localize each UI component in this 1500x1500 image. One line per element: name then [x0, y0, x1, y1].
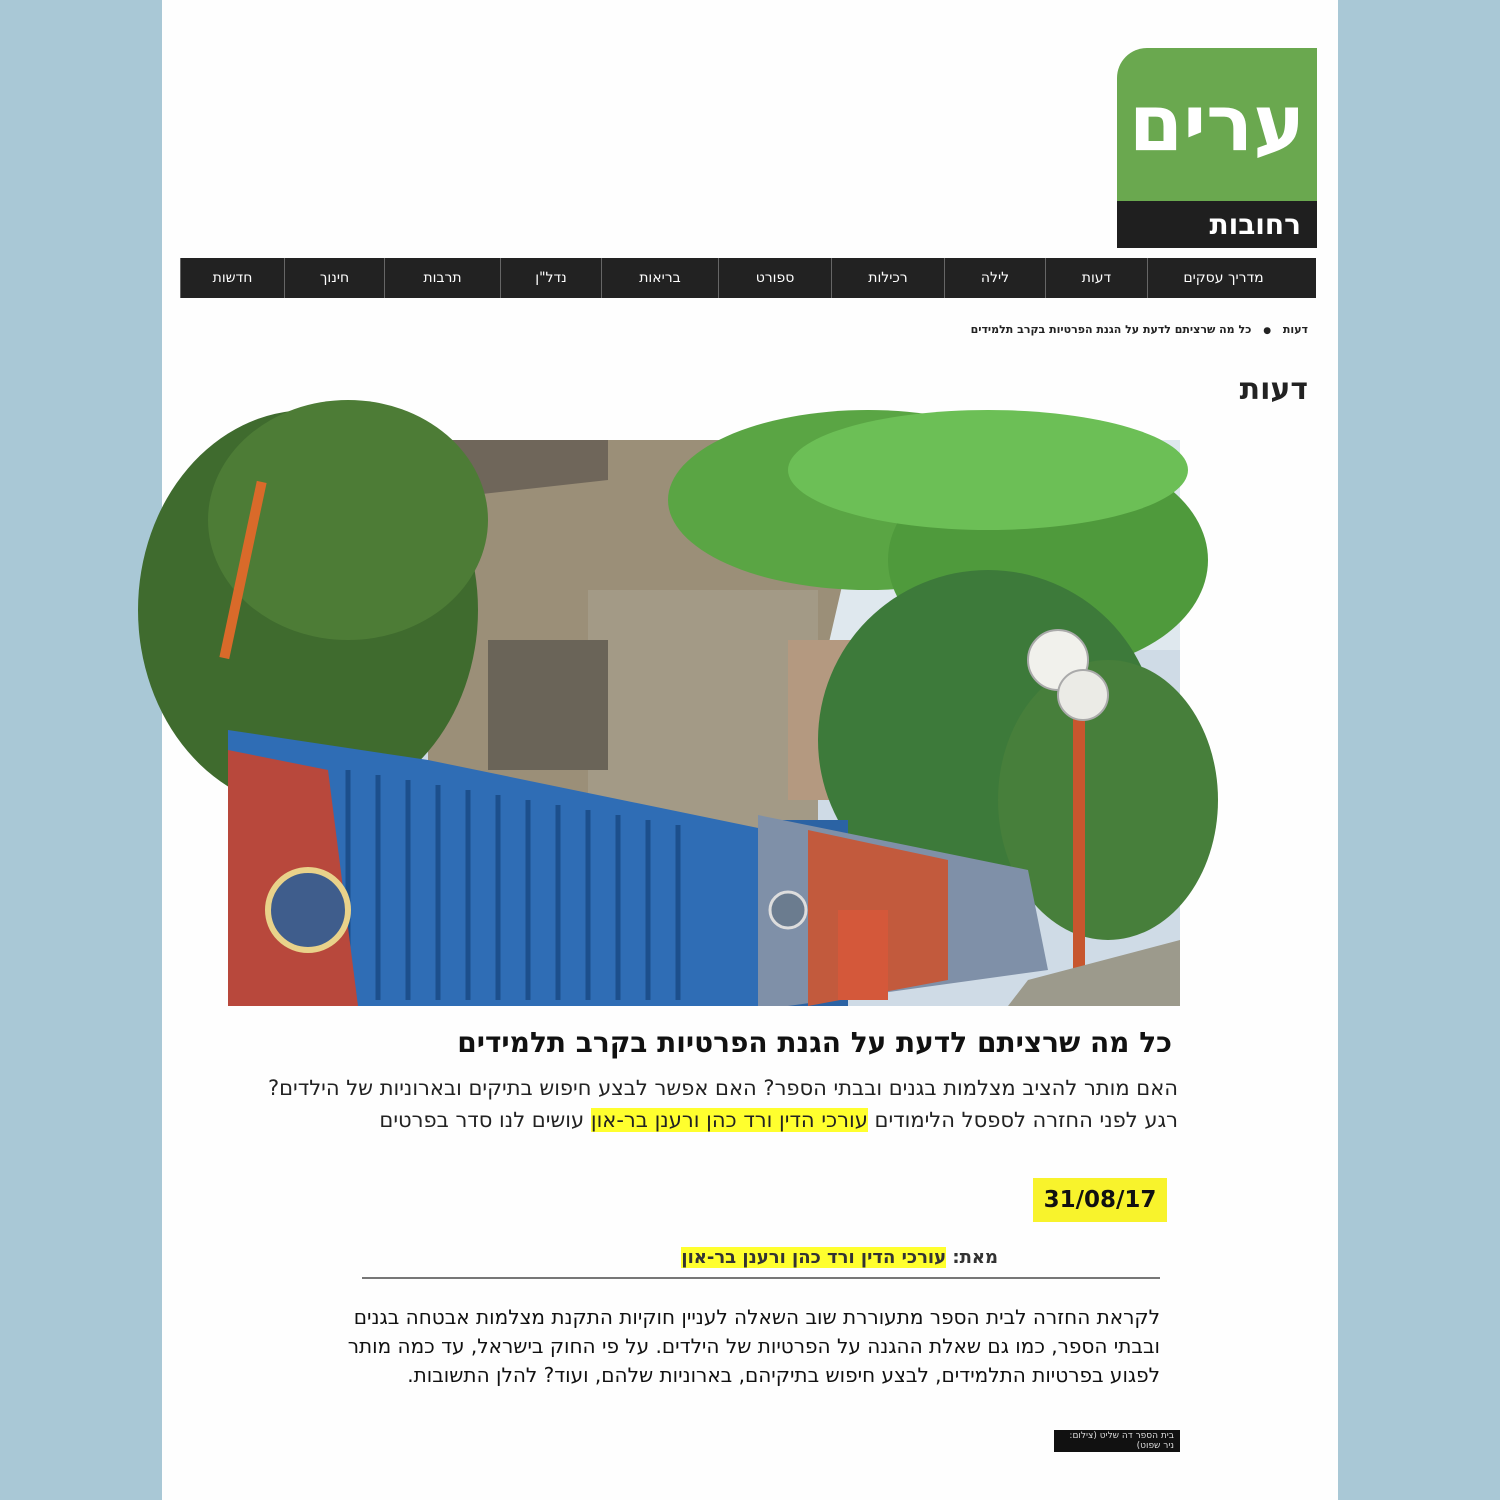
bullet-icon: ● [1263, 326, 1272, 336]
article-body: לקראת החזרה לבית הספר מתעוררת שוב השאלה לעניין חוקיות התקנת מצלמות אבטחה בגנים ובבתי הספר, כמו גם שאלת ההגנה על הפרטיות של הילדים. על פי החוק בישראל, עד כמה מותר לפגוע בפרטיות התלמידים, לבצע חיפוש בתיקיהם, בארוניות שלהם, ועוד? להלן התשובות. [347, 1305, 1160, 1387]
nav-item[interactable]: רכילות [831, 258, 944, 298]
nav-item[interactable]: חדשות [180, 258, 284, 298]
section-title: דעות [1239, 372, 1308, 407]
nav-item[interactable]: ספורט [718, 258, 831, 298]
nav-item[interactable]: דעות [1045, 258, 1147, 298]
breadcrumb-page[interactable]: כל מה שרציתם לדעת על הגנת הפרטיות בקרב תלמידים [970, 323, 1252, 336]
nav-item[interactable]: לילה [944, 258, 1045, 298]
article-lead [243, 1072, 1178, 1136]
lead-text-1: האם מותר להציב מצלמות בגנים ובבתי הספר? האם אפשר לבצע חיפוש בתיקים ובארוניות של הילדים? רגע לפני החזרה לספסל הלימודים [267, 1076, 1178, 1132]
lead-highlight: עורכי הדין ורד כהן ורענן בר-און [590, 1108, 868, 1132]
nav-item[interactable]: חינוך [284, 258, 384, 298]
site-logo[interactable] [1117, 48, 1317, 248]
article-date: 31/08/17 [1033, 1178, 1167, 1222]
author-label: מאת: [952, 1247, 998, 1268]
lead-text-2: עושים לנו סדר בפרטים [379, 1108, 591, 1132]
page-sheet [162, 0, 1338, 1500]
logo-subtitle: רחובות [1117, 201, 1317, 248]
nav-item[interactable]: מדריך עסקים [1147, 258, 1299, 298]
article-author [681, 1247, 998, 1268]
nav-item[interactable]: תרבות [384, 258, 500, 298]
nav-item[interactable]: בריאות [601, 258, 718, 298]
breadcrumb [971, 323, 1308, 336]
main-nav [180, 258, 1316, 298]
article-headline[interactable]: כל מה שרציתם לדעת על הגנת הפרטיות בקרב תלמידים [457, 1026, 1172, 1059]
divider [362, 1277, 1160, 1279]
author-name[interactable]: עורכי הדין ורד כהן ורענן בר-און [681, 1247, 947, 1268]
nav-item[interactable]: נדל"ן [500, 258, 601, 298]
breadcrumb-section[interactable]: דעות [1282, 323, 1308, 336]
school-photo-illustration [228, 440, 1180, 1006]
logo-title: ערים [1117, 48, 1317, 201]
photo-caption: בית הספר דה שליט (צילום: ניר שפוט) [1054, 1430, 1180, 1452]
